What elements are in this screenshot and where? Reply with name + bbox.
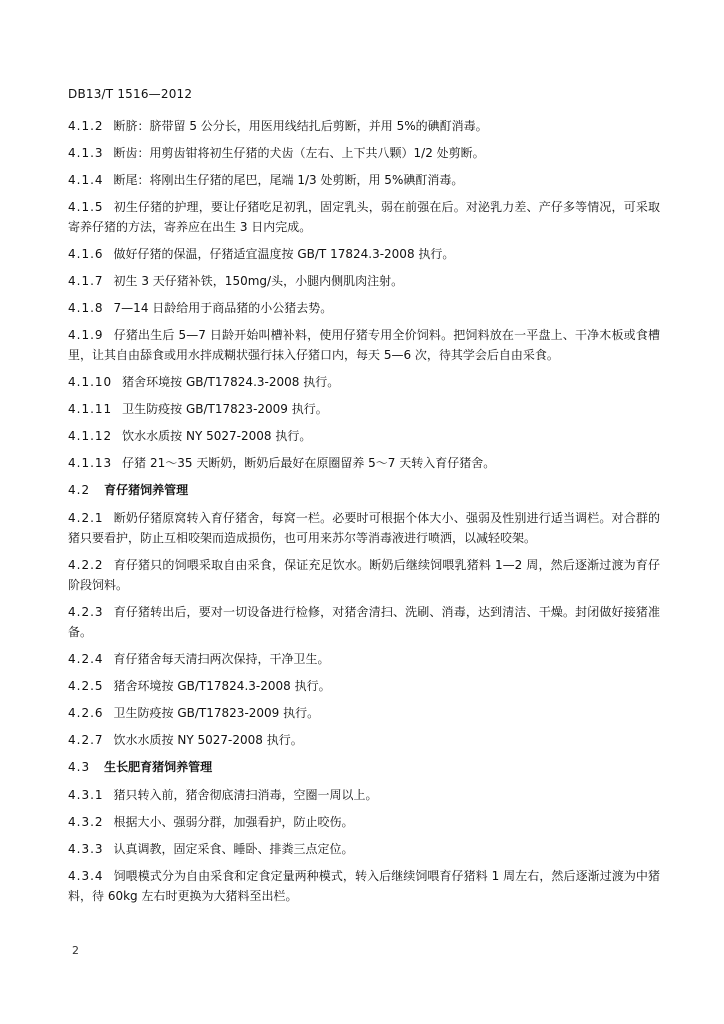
clause-number: 4.1.11 (68, 402, 113, 416)
clause-text: 育仔猪转出后，要对一切设备进行检修，对猪舍清扫、洗刷、消毒，达到清洁、干燥。封闭做好接猪准备。 (68, 605, 660, 639)
clause-number: 4.1.9 (68, 328, 104, 342)
clause-paragraph (68, 197, 660, 237)
clause-number: 4.2.5 (68, 679, 104, 693)
page-number: 2 (72, 944, 79, 957)
clause-text: 初生 3 天仔猪补铁，150mg/头，小腿内侧肌肉注射。 (113, 274, 404, 288)
clause-paragraph (68, 372, 660, 392)
clause-text: 猪舍环境按 GB/T17824.3-2008 执行。 (113, 679, 331, 693)
clause-paragraph (68, 244, 660, 264)
clause-text: 做好仔猪的保温，仔猪适宜温度按 GB/T 17824.3-2008 执行。 (113, 247, 455, 261)
clause-paragraph (68, 785, 660, 805)
clause-text: 根据大小、强弱分群，加强看护，防止咬伤。 (113, 815, 354, 829)
clause-paragraph (68, 508, 660, 548)
clause-number: 4.1.5 (68, 200, 104, 214)
clause-number: 4.3.1 (68, 788, 104, 802)
clause-paragraph (68, 143, 660, 163)
clause-text: 断齿：用剪齿钳将初生仔猪的犬齿（左右、上下共八颗）1/2 处剪断。 (113, 146, 485, 160)
clause-paragraph (68, 399, 660, 419)
clause-text: 初生仔猪的护理，要让仔猪吃足初乳，固定乳头，弱在前强在后。对泌乳力差、产仔多等情况，可采取寄养仔猪的方法，寄养应在出生 3 日内完成。 (68, 200, 660, 234)
clause-paragraph (68, 602, 660, 642)
clause-number: 4.2.1 (68, 511, 104, 525)
clause-number: 4.1.8 (68, 301, 104, 315)
clause-text: 饮水水质按 NY 5027-2008 执行。 (113, 733, 303, 747)
clause-text: 卫生防疫按 GB/T17823-2009 执行。 (113, 706, 320, 720)
clause-paragraph (68, 298, 660, 318)
clause-text: 饲喂模式分为自由采食和定食定量两种模式，转入后继续饲喂育仔猪料 1 周左右，然后逐渐过渡为中猪料，待 60kg 左右时更换为大猪料至出栏。 (68, 869, 660, 903)
clause-text: 断脐：脐带留 5 公分长，用医用线结扎后剪断，并用 5%的碘酊消毒。 (113, 119, 488, 133)
clause-paragraph (68, 703, 660, 723)
clause-text: 认真调教，固定采食、睡卧、排粪三点定位。 (113, 842, 354, 856)
clause-number: 4.2.7 (68, 733, 104, 747)
clause-paragraph (68, 116, 660, 136)
clause-text: 猪舍环境按 GB/T17824.3-2008 执行。 (122, 375, 340, 389)
clause-number: 4.1.6 (68, 247, 104, 261)
clause-text: 育仔猪舍每天清扫两次保持，干净卫生。 (113, 652, 330, 666)
clause-text: 生长肥育猪饲养管理 (104, 760, 213, 774)
clause-paragraph (68, 730, 660, 750)
clause-number: 4.3 (68, 760, 91, 774)
clause-number: 4.1.3 (68, 146, 104, 160)
clause-number: 4.2.4 (68, 652, 104, 666)
clause-text: 仔猪出生后 5—7 日龄开始叫槽补料，使用仔猪专用全价饲料。把饲料放在一平盘上、干净木板或食槽里，让其自由舔食或用水拌成糊状强行抹入仔猪口内，每天 5—6 次，待其学会后自由采食。 (68, 328, 660, 362)
clause-number: 4.1.7 (68, 274, 104, 288)
clause-paragraph (68, 866, 660, 906)
clause-text: 断奶仔猪原窝转入育仔猪舍，每窝一栏。必要时可根据个体大小、强弱及性别进行适当调栏。对合群的猪只要看护，防止互相咬架而造成损伤，也可用来苏尔等消毒液进行喷洒，以减轻咬架。 (68, 511, 660, 545)
clause-number: 4.1.2 (68, 119, 104, 133)
section-heading (68, 480, 660, 500)
clause-text: 育仔猪只的饲喂采取自由采食，保证充足饮水。断奶后继续饲喂乳猪料 1—2 周，然后逐渐过渡为育仔阶段饲料。 (68, 558, 660, 592)
clause-number: 4.1.4 (68, 173, 104, 187)
clause-text: 仔猪 21～35 天断奶，断奶后最好在原圈留养 5～7 天转入育仔猪舍。 (122, 456, 496, 470)
clause-paragraph (68, 271, 660, 291)
clause-paragraph (68, 555, 660, 595)
clause-number: 4.2.2 (68, 558, 104, 572)
clause-paragraph (68, 325, 660, 365)
clause-paragraph (68, 676, 660, 696)
clause-text: 断尾：将刚出生仔猪的尾巴，尾端 1/3 处剪断，用 5%碘酊消毒。 (113, 173, 464, 187)
clause-number: 4.1.10 (68, 375, 113, 389)
document-id-header: DB13/T 1516—2012 (68, 87, 193, 101)
clause-text: 猪只转入前，猪舍彻底清扫消毒，空圈一周以上。 (113, 788, 378, 802)
clause-number: 4.2 (68, 483, 91, 497)
clause-text: 卫生防疫按 GB/T17823-2009 执行。 (122, 402, 328, 416)
clause-paragraph (68, 426, 660, 446)
section-heading (68, 757, 660, 777)
clause-paragraph (68, 170, 660, 190)
clause-paragraph (68, 453, 660, 473)
clause-paragraph (68, 812, 660, 832)
clause-number: 4.1.12 (68, 429, 113, 443)
clause-paragraph (68, 649, 660, 669)
clause-text: 育仔猪饲养管理 (104, 483, 189, 497)
document-body (68, 116, 660, 913)
clause-paragraph (68, 839, 660, 859)
clause-text: 7—14 日龄给用于商品猪的小公猪去势。 (113, 301, 333, 315)
clause-number: 4.3.3 (68, 842, 104, 856)
clause-number: 4.3.4 (68, 869, 104, 883)
clause-number: 4.3.2 (68, 815, 104, 829)
clause-number: 4.2.6 (68, 706, 104, 720)
clause-number: 4.2.3 (68, 605, 104, 619)
clause-text: 饮水水质按 NY 5027-2008 执行。 (122, 429, 312, 443)
clause-number: 4.1.13 (68, 456, 113, 470)
